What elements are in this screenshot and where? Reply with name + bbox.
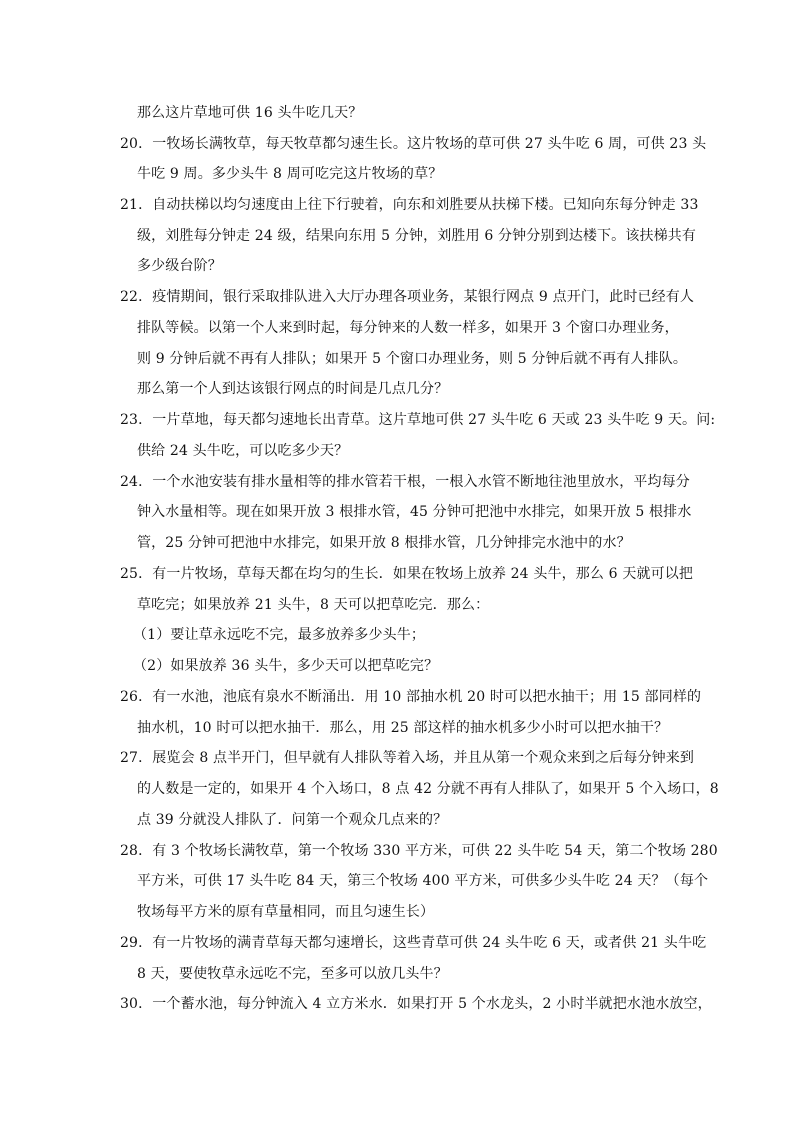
problem-20-line-1: 20．一牧场长满牧草，每天牧草都匀速生长。这片牧场的草可供 27 头牛吃 6 周，可供 23 头 <box>120 136 707 152</box>
problem-20-line-2: 牛吃 9 周。多少头牛 8 周可吃完这片牧场的草？ <box>137 166 443 182</box>
problem-23-line-1: 23．一片草地，每天都匀速地长出青草。这片草地可供 27 头牛吃 6 天或 23 头牛吃 9 天。问: <box>120 412 716 428</box>
problem-22-line-4: 那么第一个人到达该银行网点的时间是几点几分？ <box>137 381 449 397</box>
problem-21-line-2: 级，刘胜每分钟走 24 级，结果向东用 5 分钟，刘胜用 6 分钟分别到达楼下。该扶梯共有 <box>137 228 697 244</box>
problem-29-line-2: 8 天，要使牧草永远吃不完，至多可以放几头牛？ <box>137 966 448 982</box>
problem-27-line-3: 点 39 分就没人排队了．问第一个观众几点来的？ <box>137 812 448 828</box>
problem-28-line-1: 28．有 3 个牧场长满牧草，第一个牧场 330 平方米，可供 22 头牛吃 54 天，第二个牧场 280 <box>120 843 718 859</box>
problem-26-line-1: 26．有一水池，池底有泉水不断涌出．用 10 部抽水机 20 时可以把水抽干；用 15 部同样的 <box>120 689 702 705</box>
problem-25-line-2: 草吃完；如果放养 21 头牛，8 天可以把草吃完．那么： <box>137 597 490 613</box>
problem-24-line-2: 钟入水量相等。现在如果开放 3 根排水管，45 分钟可把池中水排完，如果开放 5 根排水 <box>137 504 692 520</box>
problem-30-line-1: 30．一个蓄水池，每分钟流入 4 立方米水．如果打开 5 个水龙头，2 小时半就把水池水放空， <box>120 996 712 1012</box>
problem-28-line-2: 平方米，可供 17 头牛吃 84 天，第三个牧场 400 平方米，可供多少头牛吃 24 天？（每个 <box>137 873 709 889</box>
problem-21-line-1: 21．自动扶梯以均匀速度由上往下行驶着，向东和刘胜要从扶梯下楼。已知向东每分钟走 33 <box>120 197 699 213</box>
problem-19-continuation: 那么这片草地可供 16 头牛吃几天？ <box>137 105 363 121</box>
problem-25-line-1: 25．有一片牧场，草每天都在均匀的生长．如果在牧场上放养 24 头牛，那么 6 天就可以把 <box>120 566 694 582</box>
problem-22-line-2: 排队等候。以第一个人来到时起，每分钟来的人数一样多，如果开 3 个窗口办理业务， <box>137 320 679 336</box>
problem-24-line-1: 24．一个水池安装有排水量相等的排水管若干根，一根入水管不断地往池里放水，平均每分 <box>120 474 690 490</box>
problem-26-line-2: 抽水机，10 时可以把水抽干．那么，用 25 部这样的抽水机多少小时可以把水抽干？ <box>137 720 669 736</box>
problem-27-line-1: 27．展览会 8 点半开门，但早就有人排队等着入场，并且从第一个观众来到之后每分钟来到 <box>120 750 695 766</box>
problem-24-line-3: 管，25 分钟可把池中水排完，如果开放 8 根排水管，几分钟排完水池中的水？ <box>137 535 631 551</box>
problem-27-line-2: 的人数是一定的，如果开 4 个入场口，8 点 42 分就不再有人排队了，如果开 5 个入场口，8 <box>137 781 719 797</box>
problem-28-line-3: 牧场每平方米的原有草量相同，而且匀速生长） <box>137 904 435 920</box>
problem-25-sub-1: （1）要让草永远吃不完，最多放养多少头牛； <box>133 627 426 643</box>
problem-21-line-3: 多少级台阶？ <box>137 258 222 274</box>
problem-23-line-2: 供给 24 头牛吃，可以吃多少天？ <box>137 443 349 459</box>
problem-29-line-1: 29．有一片牧场的满青草每天都匀速增长，这些青草可供 24 头牛吃 6 天，或者供 21 头牛吃 <box>120 935 707 951</box>
problem-22-line-3: 则 9 分钟后就不再有人排队；如果开 5 个窗口办理业务，则 5 分钟后就不再有人排队。 <box>137 351 688 367</box>
problem-22-line-1: 22．疫情期间，银行采取排队进入大厅办理各项业务，某银行网点 9 点开门，此时已经有人 <box>120 289 695 305</box>
problem-25-sub-2: （2）如果放养 36 头牛，多少天可以把草吃完？ <box>133 658 439 674</box>
